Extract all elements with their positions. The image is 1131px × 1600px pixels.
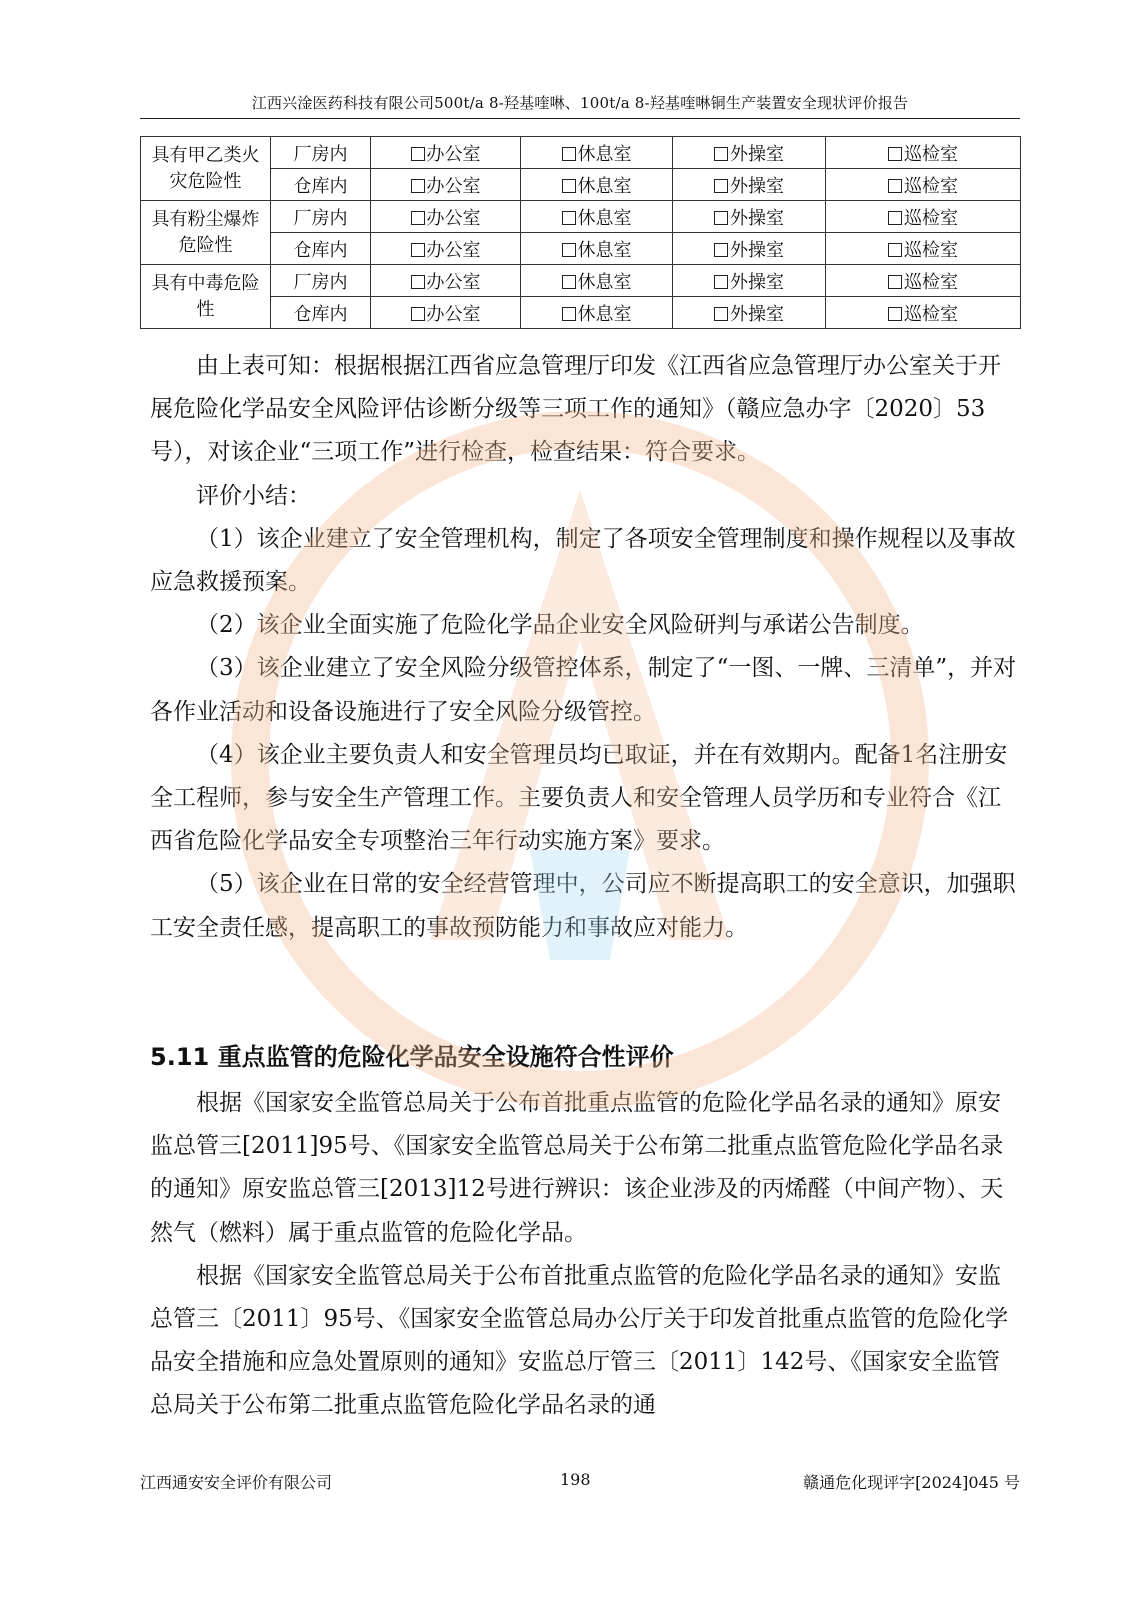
checkbox-icon[interactable] [411, 275, 425, 289]
checkbox-option[interactable]: 外操室 [673, 233, 826, 265]
checkbox-option[interactable]: 办公室 [371, 201, 521, 233]
checkbox-option[interactable]: 办公室 [371, 265, 521, 297]
checkbox-icon[interactable] [888, 275, 902, 289]
category-cell: 具有甲乙类火灾危险性 [141, 137, 271, 201]
checkbox-icon[interactable] [562, 275, 576, 289]
checkbox-option[interactable]: 办公室 [371, 297, 521, 329]
checkbox-icon[interactable] [411, 147, 425, 161]
checkbox-option[interactable]: 休息室 [521, 169, 673, 201]
checkbox-icon[interactable] [411, 211, 425, 225]
checkbox-option[interactable]: 巡检室 [826, 265, 1021, 297]
location-cell: 厂房内 [271, 265, 371, 297]
checkbox-option[interactable]: 休息室 [521, 297, 673, 329]
checkbox-icon[interactable] [562, 179, 576, 193]
checkbox-icon[interactable] [411, 243, 425, 257]
category-cell: 具有中毒危险性 [141, 265, 271, 329]
paragraph: （1）该企业建立了安全管理机构，制定了各项安全管理制度和操作规程以及事故应急救援预案。 [150, 525, 1016, 596]
checkbox-option[interactable]: 外操室 [673, 265, 826, 297]
document-number: 赣通危化现评字[2024]045 号 [803, 1473, 1020, 1492]
checkbox-icon[interactable] [714, 275, 728, 289]
checkbox-option[interactable]: 巡检室 [826, 233, 1021, 265]
table-row [141, 137, 1021, 169]
table-row [141, 169, 1021, 201]
checkbox-icon[interactable] [714, 147, 728, 161]
checkbox-icon[interactable] [888, 243, 902, 257]
checkbox-option[interactable]: 休息室 [521, 137, 673, 169]
checkbox-icon[interactable] [714, 307, 728, 321]
checkbox-option[interactable]: 办公室 [371, 169, 521, 201]
section-heading: 5.11 重点监管的危险化学品安全设施符合性评价 [150, 1043, 674, 1071]
paragraph: （2）该企业全面实施了危险化学品企业安全风险研判与承诺公告制度。 [196, 612, 924, 639]
checkbox-option[interactable]: 外操室 [673, 201, 826, 233]
checkbox-option[interactable]: 休息室 [521, 233, 673, 265]
checkbox-icon[interactable] [714, 243, 728, 257]
paragraph: 由上表可知：根据根据江西省应急管理厅印发《江西省应急管理厅办公室关于开展危险化学品安全风险评估诊断分级等三项工作的通知》（赣应急办字〔2020〕53号），对该企业“三项工作”进行检查，检查结果：符合要求。 [150, 353, 1001, 466]
checkbox-icon[interactable] [562, 243, 576, 257]
checkbox-icon[interactable] [888, 307, 902, 321]
checkbox-icon[interactable] [888, 147, 902, 161]
paragraph: 评价小结： [196, 482, 311, 509]
page-header: 江西兴淦医药科技有限公司500t/a 8-羟基喹啉、100t/a 8-羟基喹啉铜生产装置安全现状评价报告 [251, 94, 909, 112]
checkbox-option[interactable]: 巡检室 [826, 297, 1021, 329]
paragraph: 根据《国家安全监管总局关于公布首批重点监管的危险化学品名录的通知》安监总管三〔2011〕95号、《国家安全监管总局办公厅关于印发首批重点监管的危险化学品安全措施和应急处置原则的通知》安监总厅管三〔2011〕142号、《国家安全监管总局关于公布第二批重点监管危险化学品名录的通 [150, 1262, 1009, 1419]
header-rule [140, 118, 1020, 119]
section-body-text [150, 1082, 1020, 1428]
table-row [141, 201, 1021, 233]
checkbox-option[interactable]: 巡检室 [826, 201, 1021, 233]
checkbox-option[interactable]: 巡检室 [826, 137, 1021, 169]
checkbox-option[interactable]: 办公室 [371, 137, 521, 169]
checkbox-option[interactable]: 外操室 [673, 297, 826, 329]
checkbox-icon[interactable] [411, 307, 425, 321]
checkbox-option[interactable]: 办公室 [371, 233, 521, 265]
paragraph: （5）该企业在日常的安全经营管理中，公司应不断提高职工的安全意识，加强职工安全责任感，提高职工的事故预防能力和事故应对能力。 [150, 871, 1016, 941]
checkbox-icon[interactable] [714, 211, 728, 225]
location-cell: 厂房内 [271, 137, 371, 169]
checkbox-option[interactable]: 巡检室 [826, 169, 1021, 201]
checkbox-option[interactable]: 休息室 [521, 201, 673, 233]
checkbox-icon[interactable] [562, 147, 576, 161]
table-row [141, 265, 1021, 297]
location-cell: 厂房内 [271, 201, 371, 233]
category-cell: 具有粉尘爆炸危险性 [141, 201, 271, 265]
checkbox-icon[interactable] [888, 179, 902, 193]
location-cell: 仓库内 [271, 233, 371, 265]
body-text [150, 345, 1020, 950]
checkbox-option[interactable]: 外操室 [673, 169, 826, 201]
checkbox-option[interactable]: 休息室 [521, 265, 673, 297]
footer-company: 江西通安安全评价有限公司 [140, 1473, 333, 1492]
checkbox-icon[interactable] [562, 307, 576, 321]
checkbox-option[interactable]: 外操室 [673, 137, 826, 169]
safety-check-table [140, 136, 1021, 329]
table-row [141, 233, 1021, 265]
checkbox-icon[interactable] [714, 179, 728, 193]
paragraph: （3）该企业建立了安全风险分级管控体系，制定了“一图、一牌、三清单”，并对各作业活动和设备设施进行了安全风险分级管控。 [150, 655, 1017, 725]
paragraph: 根据《国家安全监管总局关于公布首批重点监管的危险化学品名录的通知》原安监总管三[2011]95号、《国家安全监管总局关于公布第二批重点监管危险化学品名录的通知》原安监总管三[2013]12号进行辨识：该企业涉及的丙烯醛（中间产物）、天然气（燃料）属于重点监管的危险化学品。 [150, 1090, 1004, 1246]
checkbox-icon[interactable] [888, 211, 902, 225]
page-number: 198 [560, 1470, 591, 1489]
checkbox-icon[interactable] [562, 211, 576, 225]
paragraph: （4）该企业主要负责人和安全管理员均已取证，并在有效期内。配备1名注册安全工程师，参与安全生产管理工作。主要负责人和安全管理人员学历和专业符合《江西省危险化学品安全专项整治三年行动实施方案》要求。 [150, 741, 1008, 855]
location-cell: 仓库内 [271, 297, 371, 329]
checkbox-icon[interactable] [411, 179, 425, 193]
table-row [141, 297, 1021, 329]
location-cell: 仓库内 [271, 169, 371, 201]
